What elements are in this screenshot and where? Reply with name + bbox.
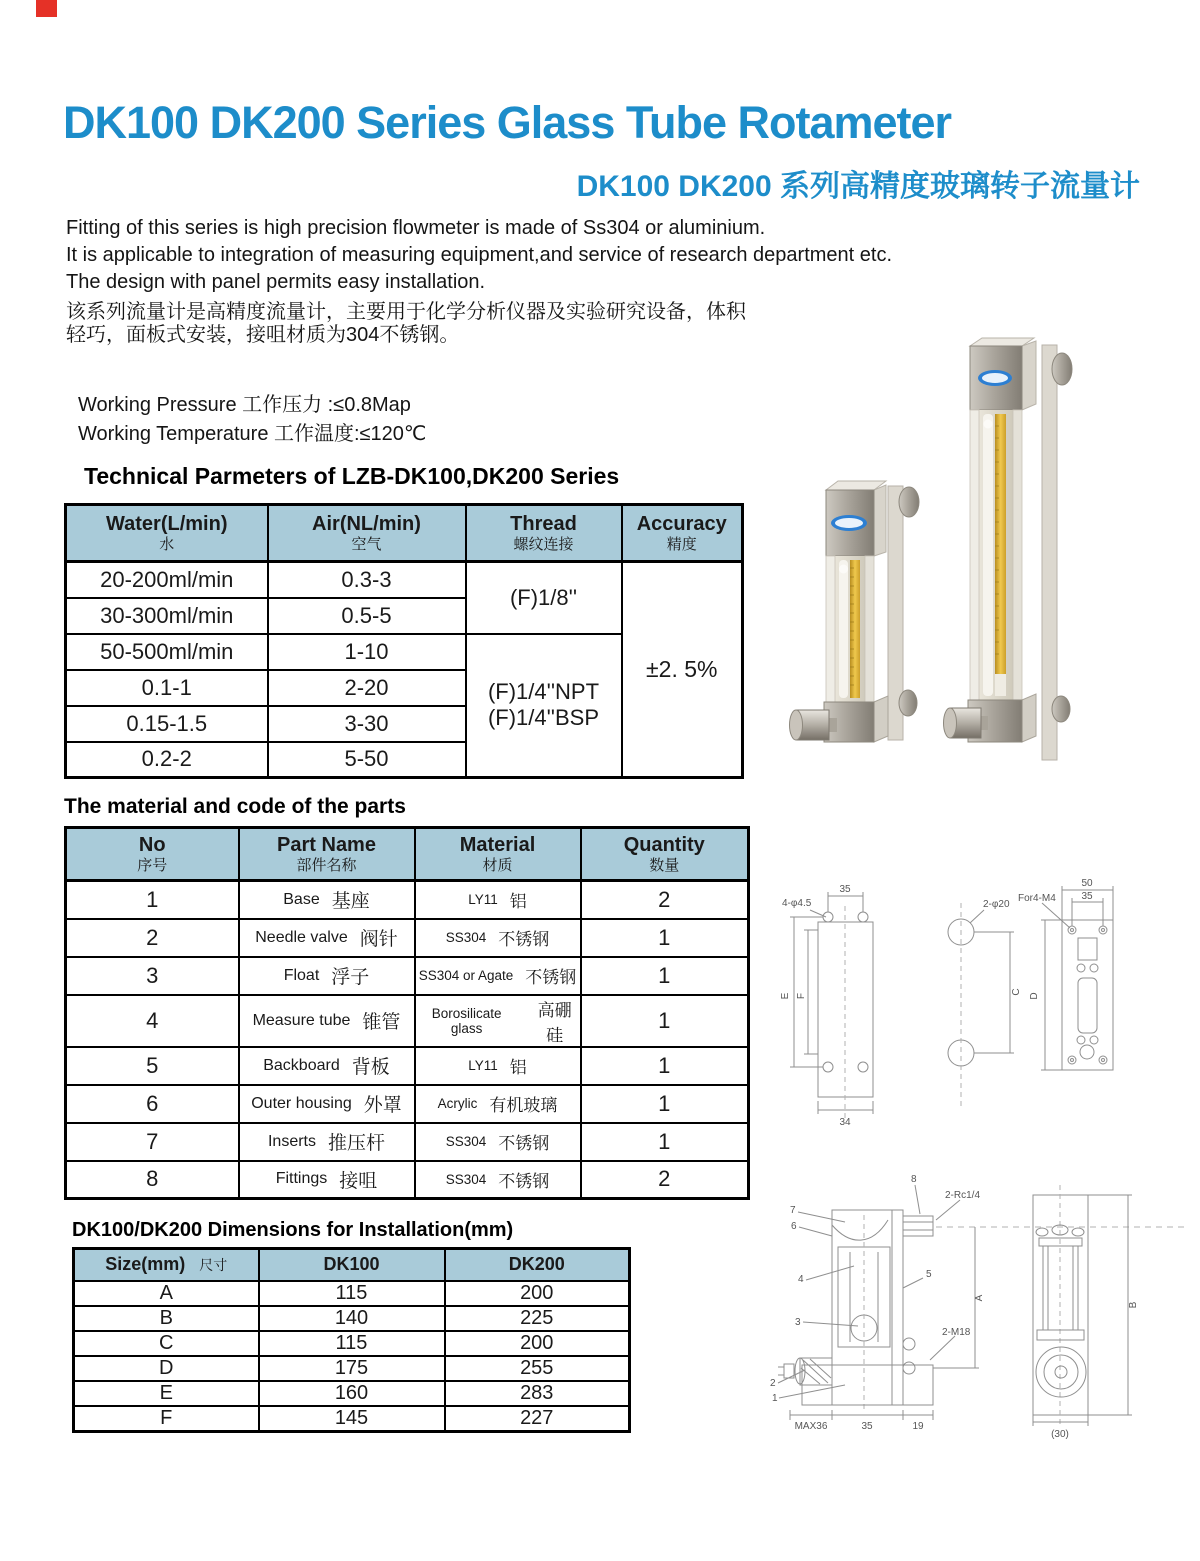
cell-no: 1: [66, 881, 239, 919]
cell-thread-14: (F)1/4''NPT (F)1/4''BSP: [466, 634, 622, 778]
float-guide-tube: [983, 414, 993, 696]
cell-air: 5-50: [268, 742, 466, 778]
cell-water: 20-200ml/min: [66, 562, 268, 598]
table-row: [66, 1047, 749, 1085]
table-row: [74, 1381, 630, 1406]
bottom-fitting-nut: [899, 690, 917, 716]
cell-dk100: 175: [259, 1356, 445, 1381]
svg-text:19: 19: [912, 1421, 924, 1432]
top-fitting-nut: [1052, 353, 1072, 385]
intro-paragraph-cn: [66, 301, 746, 347]
product-photo-dk100: [786, 472, 926, 767]
svg-text:4: 4: [798, 1274, 804, 1285]
col-header-water: Water(L/min) 水: [66, 505, 268, 562]
table-row: [66, 1123, 749, 1161]
cell-dk100: 115: [259, 1281, 445, 1306]
table-row: [66, 957, 749, 995]
drawing-side-view: [778, 1185, 1185, 1420]
table-row: [74, 1356, 630, 1381]
page-title: DK100 DK200 Series Glass Tube Rotameter: [63, 97, 952, 148]
table-row: [66, 1085, 749, 1123]
cell-material: SS304 不锈钢: [415, 1123, 581, 1161]
table-header-row: [66, 505, 743, 562]
svg-text:4-φ4.5: 4-φ4.5: [782, 898, 812, 909]
cell-thread-18: (F)1/8'': [466, 562, 622, 634]
intro-line-3: The design with panel permits easy installation.: [66, 271, 486, 293]
drawing-dimension-labels: [780, 878, 1093, 1128]
cell-size: C: [74, 1331, 259, 1356]
svg-text:A: A: [974, 1294, 985, 1302]
rotameter-short-body: [790, 481, 920, 742]
product-photo-dk200: [942, 336, 1087, 776]
bottom-fitting-nut: [1052, 696, 1070, 722]
intro-line-2: It is applicable to integration of measuring equipment,and service of research department etc.: [66, 244, 893, 266]
table-row: [66, 562, 743, 598]
cell-part-name: Float 浮子: [239, 957, 415, 995]
svg-text:2: 2: [770, 1378, 776, 1389]
cell-material: SS304 不锈钢: [415, 1161, 581, 1199]
cell-size: E: [74, 1381, 259, 1406]
front-rail-left: [826, 556, 835, 702]
cell-material: SS304 or Agate 不锈钢: [415, 957, 581, 995]
cell-water: 30-300ml/min: [66, 598, 268, 634]
cell-size: D: [74, 1356, 259, 1381]
tech-table-heading: Technical Parmeters of LZB-DK100,DK200 Series: [84, 463, 620, 489]
col-header-no: No 序号: [66, 828, 239, 881]
intro-line-1: Fitting of this series is high precision flowmeter is made of Ss304 or aluminium.: [66, 217, 766, 239]
cell-dk200: 227: [445, 1406, 630, 1432]
cell-water: 0.1-1: [66, 670, 268, 706]
cell-dk200: 255: [445, 1356, 630, 1381]
cell-dk100: 160: [259, 1381, 445, 1406]
tube-bottom-seat: [995, 674, 1006, 696]
cell-quantity: 2: [581, 881, 749, 919]
cell-size: B: [74, 1306, 259, 1331]
svg-text:2-Rc1/4: 2-Rc1/4: [945, 1190, 981, 1201]
valve-knob-cap: [944, 708, 957, 738]
base-side-face: [1022, 694, 1036, 742]
cell-size: A: [74, 1281, 259, 1306]
cell-dk200: 200: [445, 1331, 630, 1356]
col-header-part-name: Part Name 部件名称: [239, 828, 415, 881]
cell-size: F: [74, 1406, 259, 1432]
working-pressure: Working Pressure 工作压力 :≤0.8Map: [78, 394, 411, 416]
working-temperature: Working Temperature 工作温度:≤120℃: [78, 423, 427, 445]
col-header-size: Size(mm) 尺寸: [74, 1249, 259, 1281]
installation-drawing-sections: [770, 1170, 1200, 1445]
table-row: [66, 1161, 749, 1199]
col-header-quantity: Quantity 数量: [581, 828, 749, 881]
svg-text:C: C: [1011, 988, 1022, 996]
drawing-panel-back: [1041, 886, 1113, 1070]
cell-dk200: 200: [445, 1281, 630, 1306]
cell-part-name: Backboard 背板: [239, 1047, 415, 1085]
table-row: [74, 1306, 630, 1331]
col-header-dk200: DK200: [445, 1249, 630, 1281]
drawing-callout-labels: [770, 1174, 1139, 1440]
cell-material: LY11 铝: [415, 881, 581, 919]
top-fitting-nut: [899, 487, 919, 517]
cell-quantity: 1: [581, 919, 749, 957]
cell-accuracy: ±2. 5%: [622, 562, 743, 778]
cell-quantity: 1: [581, 995, 749, 1047]
svg-text:F: F: [796, 992, 807, 1000]
cell-dk100: 140: [259, 1306, 445, 1331]
svg-text:8: 8: [911, 1174, 917, 1185]
col-header-accuracy: Accuracy 精度: [622, 505, 743, 562]
cell-part-name: Fittings 接咀: [239, 1161, 415, 1199]
svg-text:34: 34: [839, 1117, 851, 1128]
cell-material: Acrylic 有机玻璃: [415, 1085, 581, 1123]
base-side-face: [874, 696, 888, 742]
cell-air: 3-30: [268, 706, 466, 742]
svg-text:35: 35: [839, 884, 851, 895]
intro-cn-line-1: 该系列流量计是高精度流量计，主要用于化学分析仪器及实验研究设备，体积: [66, 301, 746, 323]
cell-dk100: 115: [259, 1331, 445, 1356]
red-corner-mark: [36, 0, 57, 17]
cell-part-name: Outer housing 外罩: [239, 1085, 415, 1123]
parts-table-heading: The material and code of the parts: [64, 795, 406, 818]
table-row: [66, 881, 749, 919]
working-conditions: [78, 391, 426, 449]
cell-material: LY11 铝: [415, 1047, 581, 1085]
drawing-front-view: [1033, 1185, 1132, 1426]
cell-part-name: Needle valve 阀针: [239, 919, 415, 957]
table-row: [74, 1406, 630, 1432]
cell-quantity: 1: [581, 1047, 749, 1085]
col-header-thread: Thread 螺纹连接: [466, 505, 622, 562]
rotameter-tall-body: [944, 338, 1073, 760]
cell-air: 0.5-5: [268, 598, 466, 634]
table-row: [74, 1331, 630, 1356]
front-rail-right: [865, 556, 874, 702]
table-header-row: [66, 828, 749, 881]
svg-text:50: 50: [1081, 878, 1093, 889]
svg-text:(30): (30): [1051, 1429, 1069, 1440]
dimensions-table: [72, 1247, 631, 1433]
float-ball: [984, 420, 993, 429]
svg-text:For4-M4: For4-M4: [1018, 893, 1056, 904]
cell-quantity: 1: [581, 957, 749, 995]
cell-water: 0.15-1.5: [66, 706, 268, 742]
cell-no: 2: [66, 919, 239, 957]
svg-text:2-M18: 2-M18: [942, 1327, 971, 1338]
front-rail-left: [970, 410, 979, 700]
cell-no: 4: [66, 995, 239, 1047]
cell-quantity: 1: [581, 1123, 749, 1161]
cell-water: 0.2-2: [66, 742, 268, 778]
svg-text:7: 7: [790, 1205, 796, 1216]
dims-table-heading: DK100/DK200 Dimensions for Installation(mm): [72, 1219, 514, 1241]
cell-no: 5: [66, 1047, 239, 1085]
valve-knob-cap: [790, 710, 803, 740]
back-rail: [1042, 345, 1057, 760]
cell-part-name: Inserts 推压杆: [239, 1123, 415, 1161]
cell-part-name: Measure tube 锥管: [239, 995, 415, 1047]
cell-material: SS304 不锈钢: [415, 919, 581, 957]
drawing-panel-front: [790, 892, 873, 1118]
svg-text:2-φ20: 2-φ20: [983, 899, 1010, 910]
cell-no: 7: [66, 1123, 239, 1161]
front-rail-right: [1013, 410, 1022, 700]
svg-text:35: 35: [1081, 891, 1093, 902]
svg-text:5: 5: [926, 1269, 932, 1280]
installation-drawing-panels: [780, 878, 1200, 1178]
cell-quantity: 2: [581, 1161, 749, 1199]
cell-dk200: 225: [445, 1306, 630, 1331]
technical-parameters-table: [64, 503, 744, 779]
cell-quantity: 1: [581, 1085, 749, 1123]
cell-air: 2-20: [268, 670, 466, 706]
cell-no: 3: [66, 957, 239, 995]
cell-water: 50-500ml/min: [66, 634, 268, 670]
intro-paragraph-en: [66, 215, 892, 296]
svg-text:E: E: [780, 992, 791, 1000]
table-header-row: [74, 1249, 630, 1281]
svg-text:6: 6: [791, 1221, 797, 1232]
svg-text:35: 35: [861, 1421, 873, 1432]
table-row: [66, 995, 749, 1047]
table-row: [66, 919, 749, 957]
svg-text:MAX36: MAX36: [794, 1421, 828, 1432]
col-header-air: Air(NL/min) 空气: [268, 505, 466, 562]
cell-dk100: 145: [259, 1406, 445, 1432]
svg-text:D: D: [1029, 992, 1040, 1000]
drawing-holes-view: [948, 903, 1014, 1108]
table-row: [74, 1281, 630, 1306]
cell-no: 8: [66, 1161, 239, 1199]
cell-dk200: 283: [445, 1381, 630, 1406]
page-subtitle-cn: DK100 DK200 系列高精度玻璃转子流量计: [576, 170, 1140, 203]
float-ball: [839, 565, 848, 574]
svg-text:B: B: [1128, 1301, 1139, 1309]
cell-part-name: Base 基座: [239, 881, 415, 919]
svg-text:1: 1: [772, 1393, 778, 1404]
intro-cn-line-2: 轻巧，面板式安装，接咀材质为304不锈钢。: [66, 324, 460, 346]
cell-air: 0.3-3: [268, 562, 466, 598]
measure-tube-amber: [850, 560, 860, 698]
cell-air: 1-10: [268, 634, 466, 670]
top-block-side-face: [1022, 341, 1036, 410]
col-header-dk100: DK100: [259, 1249, 445, 1281]
cell-no: 6: [66, 1085, 239, 1123]
col-header-material: Material 材质: [415, 828, 581, 881]
float-guide-tube: [839, 560, 848, 698]
parts-material-table: [64, 826, 750, 1200]
top-block-side-face: [874, 485, 886, 556]
svg-text:3: 3: [795, 1317, 801, 1328]
cell-material: Borosilicate glass 高硼硅: [415, 995, 581, 1047]
